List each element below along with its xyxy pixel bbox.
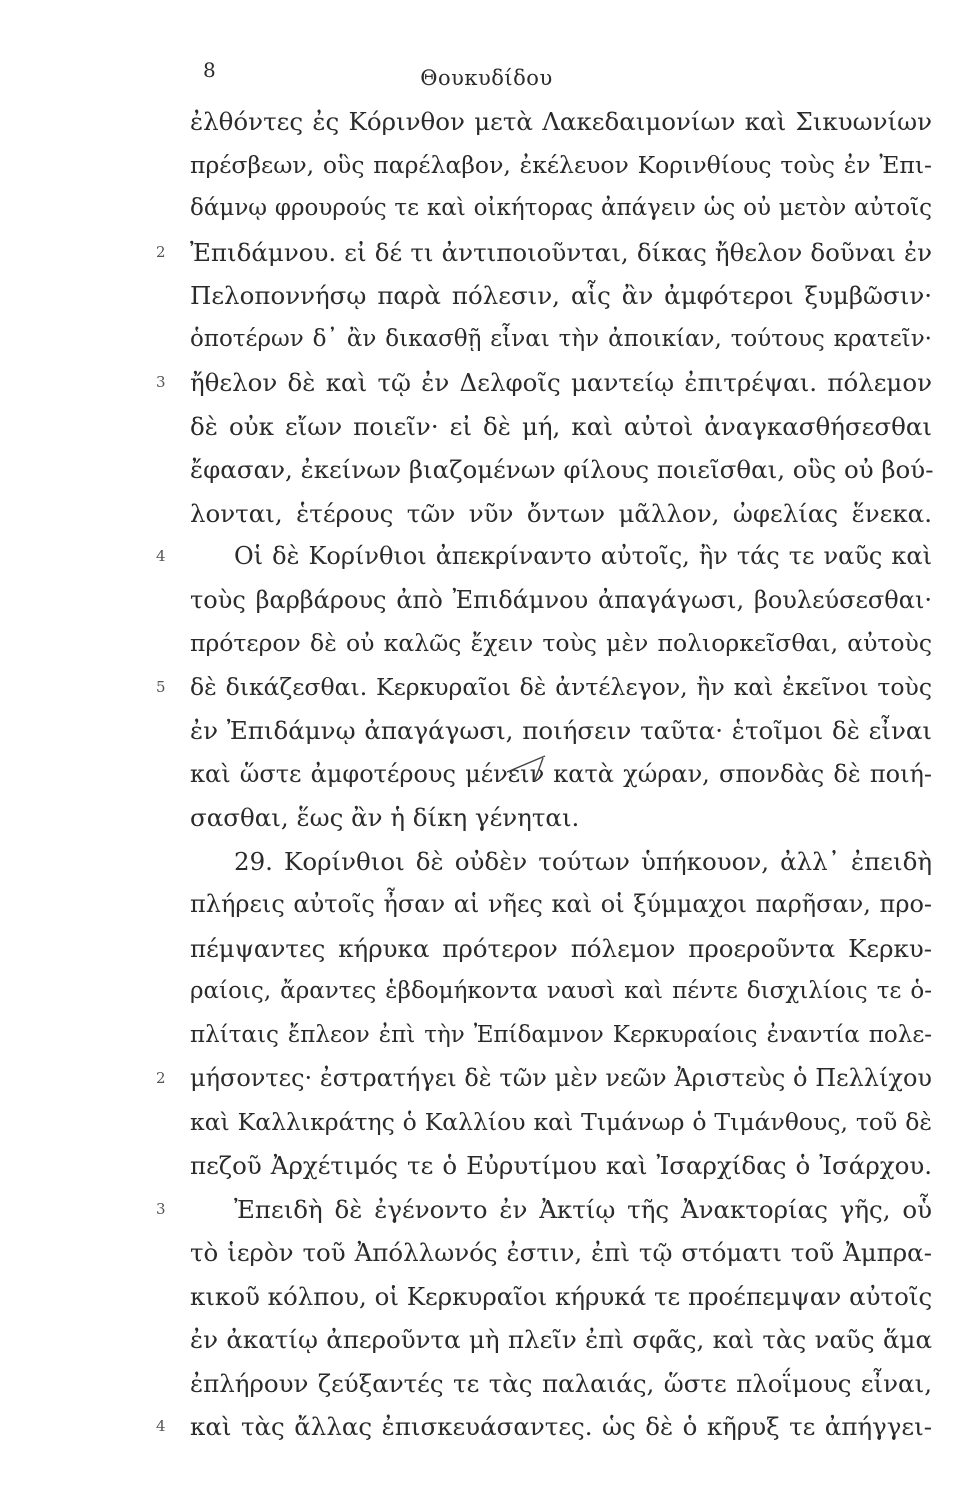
text-line (190, 622, 932, 666)
text-line (190, 840, 932, 884)
text-line (190, 579, 932, 623)
margin-section-number: 2 (156, 242, 166, 261)
text-line (156, 1188, 932, 1232)
line-text: πλίταις ἔπλεον ἐπὶ τὴν Ἐπίδαμνον Κερκυραίοις ἐναντία πολε- (190, 1021, 932, 1048)
line-text: ἐν Ἐπιδάμνῳ ἀπαγάγωσι, ποιήσειν ταῦτα· ἑτοῖμοι δὲ εἶναι (190, 716, 932, 745)
line-text: δὲ οὐκ εἴων ποιεῖν· εἰ δὲ μή, καὶ αὐτοὶ ἀναγκασθήσεσθαι (190, 411, 932, 441)
line-text: 29. Κορίνθιοι δὲ οὐδὲν τούτων ὑπήκουον, ἀλλ᾽ ἐπειδὴ (234, 846, 932, 876)
line-text: Οἱ δὲ Κορίνθιοι ἀπεκρίναντο αὐτοῖς, ἢν τάς τε ναῦς καὶ (234, 542, 932, 570)
line-text: ἤθελον δὲ καὶ τῷ ἐν Δελφοῖς μαντείῳ ἐπιτρέψαι. πόλεμον (190, 368, 932, 397)
margin-section-number: 2 (156, 1069, 166, 1087)
text-line (156, 535, 932, 579)
line-text: Ἐπειδὴ δὲ ἐγένοντο ἐν Ἀκτίῳ τῆς Ἀνακτορίας γῆς, οὗ (234, 1194, 932, 1224)
margin-section-number: 5 (156, 677, 166, 696)
text-line (156, 231, 932, 275)
line-text: πρέσβεων, οὓς παρέλαβον, ἐκέλευον Κορινθίους τοὺς ἐν Ἐπι- (190, 150, 932, 179)
margin-section-number: 3 (156, 373, 166, 391)
text-line (156, 666, 932, 710)
line-text: δάμνῳ φρουρούς τε καὶ οἰκήτορας ἀπάγειν ὡς οὐ μετὸν αὐτοῖς (190, 195, 932, 221)
text-line (190, 753, 932, 797)
text-line (190, 100, 932, 144)
line-text: καὶ ὥστε ἀμφοτέρους μένειν κατὰ χώραν, σπονδὰς δὲ ποιή- (190, 759, 932, 788)
text-line (190, 187, 932, 231)
line-text: ἔφασαν, ἐκείνων βιαζομένων φίλους ποιεῖσθαι, οὓς οὐ βού- (190, 455, 934, 484)
text-line (190, 883, 932, 927)
text-line (190, 1318, 932, 1362)
line-text: ἐν ἀκατίῳ ἀπεροῦντα μὴ πλεῖν ἐπὶ σφᾶς, καὶ τὰς ναῦς ἅμα (190, 1325, 932, 1354)
line-text: τοὺς βαρβάρους ἀπὸ Ἐπιδάμνου ἀπαγάγωσι, βουλεύσεσθαι· (190, 585, 932, 614)
line-text: πεζοῦ Ἀρχέτιμός τε ὁ Εὐρυτίμου καὶ Ἰσαρχίδας ὁ Ἰσάρχου. (190, 1151, 932, 1180)
line-text: ἐπλήρουν ζεύξαντές τε τὰς παλαιάς, ὥστε πλοΐμους εἶναι, (190, 1368, 932, 1398)
line-text: ἐλθόντες ἐς Κόρινθον μετὰ Λακεδαιμονίων καὶ Σικυωνίων (190, 107, 932, 136)
line-text: πλήρεις αὐτοῖς ἦσαν αἱ νῆες καὶ οἱ ξύμμαχοι παρῆσαν, προ- (190, 890, 932, 918)
line-text: Ἐπιδάμνου. εἰ δέ τι ἀντιποιοῦνται, δίκας ἤθελον δοῦναι ἐν (190, 237, 932, 267)
text-line (190, 405, 932, 449)
text-line (190, 970, 932, 1014)
text-line (190, 927, 932, 971)
text-line (190, 1014, 932, 1058)
text-line (156, 1057, 932, 1101)
running-title: Θουκυδίδου (420, 66, 553, 90)
line-text: σασθαι, ἕως ἂν ἡ δίκη γένηται. (190, 803, 580, 832)
text-line (190, 1231, 932, 1275)
margin-section-number: 4 (156, 547, 166, 565)
margin-section-number: 3 (156, 1199, 166, 1218)
text-line (190, 796, 932, 840)
text-line (190, 492, 932, 536)
line-text: τὸ ἱερὸν τοῦ Ἀπόλλωνός ἐστιν, ἐπὶ τῷ στόματι τοῦ Ἀμπρα- (190, 1238, 932, 1267)
line-text: πρότερον δὲ οὐ καλῶς ἔχειν τοὺς μὲν πολιορκεῖσθαι, αὐτοὺς (190, 629, 932, 657)
text-line (190, 1101, 932, 1145)
line-text: ραίοις, ἄραντες ἑβδομήκοντα ναυσὶ καὶ πέντε δισχιλίοις τε ὁ- (190, 978, 932, 1004)
text-line (190, 144, 932, 188)
line-text: ὁποτέρων δ᾽ ἂν δικασθῇ εἶναι τὴν ἀποικίαν, τούτους κρατεῖν· (190, 325, 932, 352)
text-line (190, 274, 932, 318)
text-line (190, 709, 932, 753)
text-line (190, 1362, 932, 1406)
text-line (190, 448, 932, 492)
text-line (156, 1405, 932, 1449)
line-text: καὶ Καλλικράτης ὁ Καλλίου καὶ Τιμάνωρ ὁ Τιμάνθους, τοῦ δὲ (190, 1107, 932, 1136)
text-line (190, 1275, 932, 1319)
line-text: μήσοντες· ἐστρατήγει δὲ τῶν μὲν νεῶν Ἀριστεὺς ὁ Πελλίχου (190, 1064, 932, 1092)
pencil-stroke-mark (505, 744, 555, 784)
line-text: καὶ τὰς ἄλλας ἐπισκευάσαντες. ὡς δὲ ὁ κῆρυξ τε ἀπήγγει- (190, 1412, 932, 1441)
line-text: Πελοποννήσῳ παρὰ πόλεσιν, αἷς ἂν ἀμφότεροι ξυμβῶσιν· (190, 281, 932, 310)
line-text: πέμψαντες κήρυκα πρότερον πόλεμον προεροῦντα Κερκυ- (190, 933, 932, 963)
line-text: δὲ δικάζεσθαι. Κερκυραῖοι δὲ ἀντέλεγον, ἢν καὶ ἐκεῖνοι τοὺς (190, 672, 932, 701)
page-number: 8 (203, 58, 216, 82)
line-text: κικοῦ κόλπου, οἱ Κερκυραῖοι κήρυκά τε προέπεμψαν αὐτοῖς (190, 1281, 933, 1311)
text-body (156, 100, 934, 1449)
text-line (156, 361, 932, 405)
text-line (190, 1144, 932, 1188)
margin-section-number: 4 (156, 1417, 166, 1435)
text-line (190, 318, 932, 362)
line-text: λονται, ἑτέρους τῶν νῦν ὄντων μᾶλλον, ὠφελίας ἕνεκα. (190, 498, 932, 528)
